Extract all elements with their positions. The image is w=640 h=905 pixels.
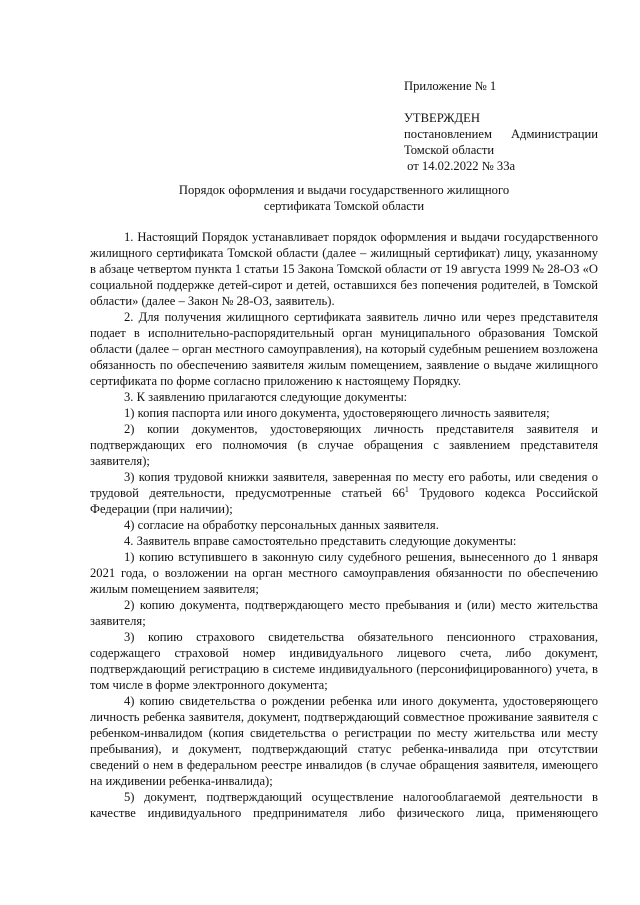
document-title	[90, 182, 598, 214]
paragraph-3-item-4: 4) согласие на обработку персональных данных заявителя.	[124, 518, 439, 532]
approval-resolution-line	[404, 126, 598, 142]
paragraph-4-item-2: 2) копию документа, подтверждающего место пребывания и (или) место жительства заявителя;	[90, 598, 598, 628]
paragraph-3: 3. К заявлению прилагаются следующие документы:	[124, 390, 408, 404]
paragraph-4-item-4: 4) копию свидетельства о рождении ребенка или иного документа, удостоверяющего личность ребенка заявителя, документ, подтверждающий совместное проживание заявителя с ребенком-инвалидом (копия свидетельства о регистрации по месту жительства или месту пребывания), и документ, подтверждающий статус ребенка-инвалида при отсутствии сведений о нем в федеральном реестре инвалидов (в случае обращения заявителя, имеющего на иждивении ребенка-инвалида);	[90, 694, 598, 788]
title-line-1: Порядок оформления и выдачи государственного жилищного	[178, 183, 510, 197]
paragraph-3-item-2: 2) копии документов, удостоверяющих личность представителя заявителя и подтверждающих его полномочия (в случае обращения с заявлением представителя заявителя);	[90, 422, 598, 468]
document-body	[90, 229, 598, 821]
paragraph-4-item-5: 5) документ, подтверждающий осуществление налогооблагаемой деятельности в качестве индивидуального предпринимателя либо физического лица, применяющего	[90, 790, 598, 820]
paragraph-3-item-1: 1) копия паспорта или иного документа, удостоверяющего личность заявителя;	[124, 406, 550, 420]
approval-block	[404, 78, 598, 174]
paragraph-1: 1. Настоящий Порядок устанавливает порядок оформления и выдачи государственного жилищного сертификата Томской области (далее – жилищный сертификат) лицу, указанному в абзаце четвертом пункта 1 статьи 15 Закона Томской области от 19 августа 1999 № 28-ОЗ «О социальной поддержке детей-сирот и детей, оставшихся без попечения родителей, в Томской области» (далее – Закон № 28-ОЗ, заявитель).	[90, 230, 598, 308]
approval-date: от 14.02.2022 № 33а	[404, 159, 516, 173]
annex-number: Приложение № 1	[404, 79, 497, 93]
approval-admin: Администрации	[510, 127, 598, 141]
title-line-2: сертификата Томской области	[263, 199, 425, 213]
approval-region: Томской области	[404, 143, 495, 157]
article-superscript: 1	[404, 485, 409, 494]
paragraph-3-item-3	[90, 469, 598, 517]
approved-label: УТВЕРЖДЕН	[404, 111, 480, 125]
paragraph-4-item-1: 1) копию вступившего в законную силу судебного решения, вынесенного до 1 января 2021 года, о возложении на орган местного самоуправления обязанности по обеспечению жилым помещением заявителя;	[90, 550, 598, 596]
paragraph-4-item-3: 3) копию страхового свидетельства обязательного пенсионного страхования, содержащего страховой номер индивидуального лицевого счета, либо документ, подтверждающий регистрацию в системе индивидуального (персонифицированного) учета, в том числе в форме электронного документа;	[90, 630, 598, 692]
paragraph-4: 4. Заявитель вправе самостоятельно представить следующие документы:	[124, 534, 517, 548]
paragraph-2: 2. Для получения жилищного сертификата заявитель лично или через представителя подает в исполнительно-распорядительный орган муниципального образования Томской области (далее – орган местного самоуправления), на который судебным решением возложена обязанность по обеспечению заявителя жилым помещением, заявление о выдаче жилищного сертификата по форме согласно приложению к настоящему Порядку.	[90, 310, 598, 388]
paragraph-3-item-3-text-end: Трудового кодекса Российской Федерации (при наличии);	[90, 486, 598, 516]
paragraph-3-item-3-text: 3) копия трудовой книжки заявителя, заверенная по месту его работы, или сведения о трудовой деятельности, предусмотренные статьей 66	[90, 470, 598, 500]
approval-by: постановлением	[404, 127, 492, 141]
